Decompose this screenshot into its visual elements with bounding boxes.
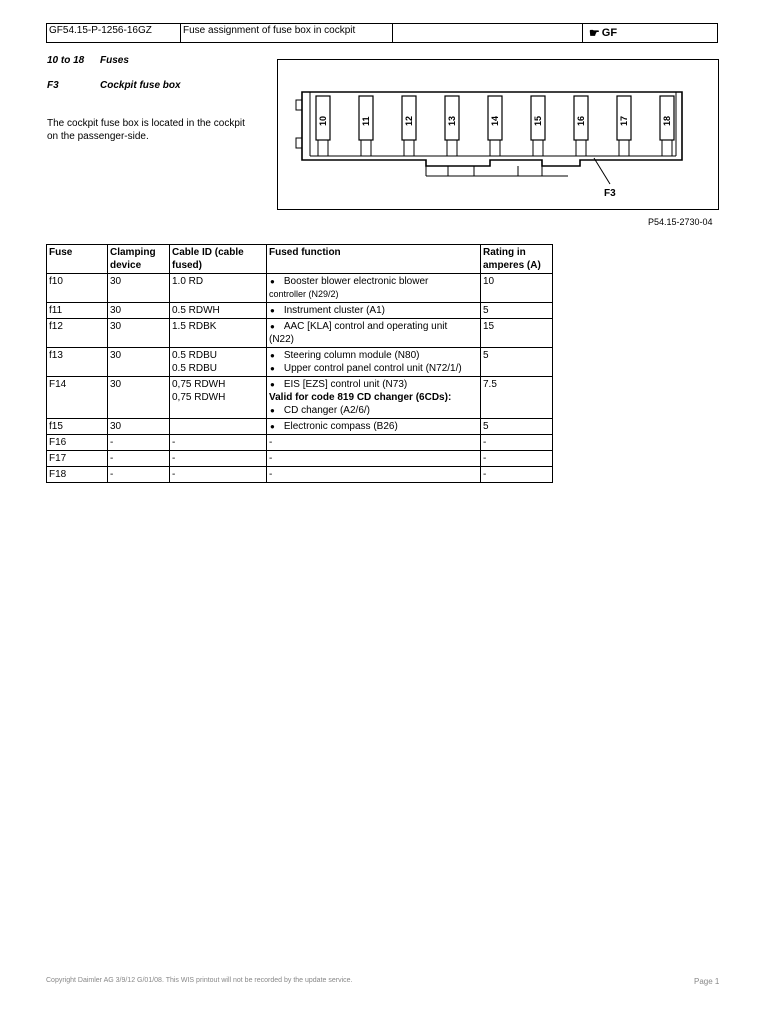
table-row [47, 303, 553, 319]
header-logo [583, 24, 717, 42]
cell-clamp: - [108, 467, 170, 483]
cell-fuse: f15 [47, 419, 108, 435]
fuse-box-figure [277, 59, 719, 210]
fuse-box-diagram [278, 60, 718, 209]
cell-clamp: 30 [108, 319, 170, 348]
fuse-number-label: 10 [318, 115, 328, 126]
table-header-row [47, 245, 553, 274]
fuse-box-name: Cockpit fuse box [100, 80, 181, 91]
header-fuse: Fuse [47, 245, 108, 274]
cell-rating: 5 [481, 348, 553, 377]
cell-fuse: f12 [47, 319, 108, 348]
cell-fuse: f11 [47, 303, 108, 319]
cell-clamp: - [108, 435, 170, 451]
table-row [47, 435, 553, 451]
cell-cable [170, 377, 267, 419]
cell-rating: 5 [481, 303, 553, 319]
cell-function [267, 274, 481, 303]
function-item: ● Electronic compass (B26) [269, 420, 478, 433]
cell-cable [170, 319, 267, 348]
header-cable [170, 245, 267, 274]
header-clamping [108, 245, 170, 274]
cell-fuse: f13 [47, 348, 108, 377]
cell-clamp: 30 [108, 377, 170, 419]
fuse-number-label: 13 [447, 115, 457, 126]
fuse-number-label: 17 [619, 115, 629, 126]
fuse-slot-contact [447, 140, 457, 156]
fuse-slot-contact [533, 140, 543, 156]
table-row [47, 451, 553, 467]
cable-id: 0.5 RDBU [172, 363, 218, 374]
cell-function [267, 319, 481, 348]
fuse-box-id: F3 [47, 80, 59, 91]
function-item: ● CD changer (A2/6/) [269, 404, 478, 417]
cell-fuse: F16 [47, 435, 108, 451]
fuse-slot-contact [576, 140, 586, 156]
cell-function: - [267, 467, 481, 483]
function-item: ● AAC [KLA] control and operating unit [269, 320, 478, 333]
header-rating [481, 245, 553, 274]
function-item-continued: controller (N29/2) [269, 289, 339, 299]
cell-rating: 7.5 [481, 377, 553, 419]
cell-cable: - [170, 435, 267, 451]
header-rating-line-2: amperes (A) [483, 260, 541, 271]
header-cable-line-1: Cable ID (cable [172, 247, 244, 258]
table-row [47, 467, 553, 483]
cell-function: - [267, 451, 481, 467]
cable-id: 0.5 RDBU [172, 350, 218, 361]
fuse-slot-contact [318, 140, 328, 156]
fuse-number-label: 16 [576, 115, 586, 126]
header-clamping-line-2: device [110, 260, 142, 271]
logo-text: GF [601, 27, 618, 39]
function-item-continued: (N22) [269, 334, 295, 345]
function-item: ● EIS [EZS] control unit (N73) [269, 378, 478, 391]
cell-function [267, 303, 481, 319]
cell-function [267, 419, 481, 435]
range-value: Fuses [100, 55, 129, 66]
header-function: Fused function [267, 245, 481, 274]
header-rating-line-1: Rating in [483, 247, 526, 258]
cable-id: 1.0 RD [172, 276, 204, 287]
description-line-2: on the passenger-side. [47, 131, 149, 142]
cable-id: 0.5 RDWH [172, 305, 220, 316]
function-item: ● Steering column module (N80) [269, 349, 478, 362]
fuse-number-label: 15 [533, 115, 543, 126]
cell-clamp: 30 [108, 348, 170, 377]
function-item: ● Upper control panel control unit (N72/1/) [269, 362, 478, 375]
header-blank-cell [393, 24, 583, 42]
cell-rating: - [481, 451, 553, 467]
header-clamping-line-1: Clamping [110, 247, 156, 258]
cell-fuse: F14 [47, 377, 108, 419]
fuse-slot-contact [662, 140, 672, 156]
cell-rating: 15 [481, 319, 553, 348]
document-header [46, 23, 718, 43]
cell-clamp: - [108, 451, 170, 467]
cell-cable [170, 274, 267, 303]
figure-reference: P54.15-2730-04 [648, 217, 713, 227]
description [47, 117, 245, 143]
cell-rating: 10 [481, 274, 553, 303]
table-row [47, 319, 553, 348]
fuse-number-label: 14 [490, 115, 500, 126]
cell-fuse: F17 [47, 451, 108, 467]
table-row [47, 348, 553, 377]
header-cable-line-2: fused) [172, 260, 202, 271]
cell-function [267, 348, 481, 377]
table-row [47, 419, 553, 435]
cell-rating: 5 [481, 419, 553, 435]
description-line-1: The cockpit fuse box is located in the cockpit [47, 118, 245, 129]
function-item: ● Booster blower electronic blower [269, 275, 478, 288]
cell-cable [170, 303, 267, 319]
cell-clamp: 30 [108, 419, 170, 435]
document-title: Fuse assignment of fuse box in cockpit [181, 24, 393, 42]
page-number: Page 1 [694, 977, 720, 986]
cell-clamp: 30 [108, 303, 170, 319]
pointing-hand-icon: ☛ [589, 26, 600, 40]
cell-rating: - [481, 467, 553, 483]
function-item: ● Instrument cluster (A1) [269, 304, 478, 317]
table-row [47, 377, 553, 419]
cable-id: 0,75 RDWH [172, 392, 226, 403]
cell-cable [170, 348, 267, 377]
cell-function: - [267, 435, 481, 451]
fuse-number-label: 11 [361, 116, 371, 126]
fuse-box-callout: F3 [604, 188, 616, 199]
cell-rating: - [481, 435, 553, 451]
cable-id: 1.5 RDBK [172, 321, 217, 332]
fuse-number-label: 12 [404, 115, 414, 126]
fuse-slot-contact [619, 140, 629, 156]
document-id: GF54.15-P-1256-16GZ [47, 24, 181, 42]
fuse-number-label: 18 [662, 115, 672, 126]
cell-fuse: F18 [47, 467, 108, 483]
fuse-slot-contact [361, 140, 371, 156]
cell-cable [170, 419, 267, 435]
range-label: 10 to 18 [47, 55, 85, 66]
cable-id: 0,75 RDWH [172, 379, 226, 390]
copyright-notice: Copyright Daimler AG 3/9/12 G/01/08. This WIS printout will not be recorded by the update service. [46, 977, 353, 984]
fuse-slot-contact [490, 140, 500, 156]
cell-function [267, 377, 481, 419]
cell-clamp: 30 [108, 274, 170, 303]
fuse-assignment-table [46, 244, 553, 483]
validity-note: Valid for code 819 CD changer (6CDs): [269, 392, 452, 403]
fuse-slot-contact [404, 140, 414, 156]
cell-fuse: f10 [47, 274, 108, 303]
cell-cable: - [170, 451, 267, 467]
cell-cable: - [170, 467, 267, 483]
table-row [47, 274, 553, 303]
